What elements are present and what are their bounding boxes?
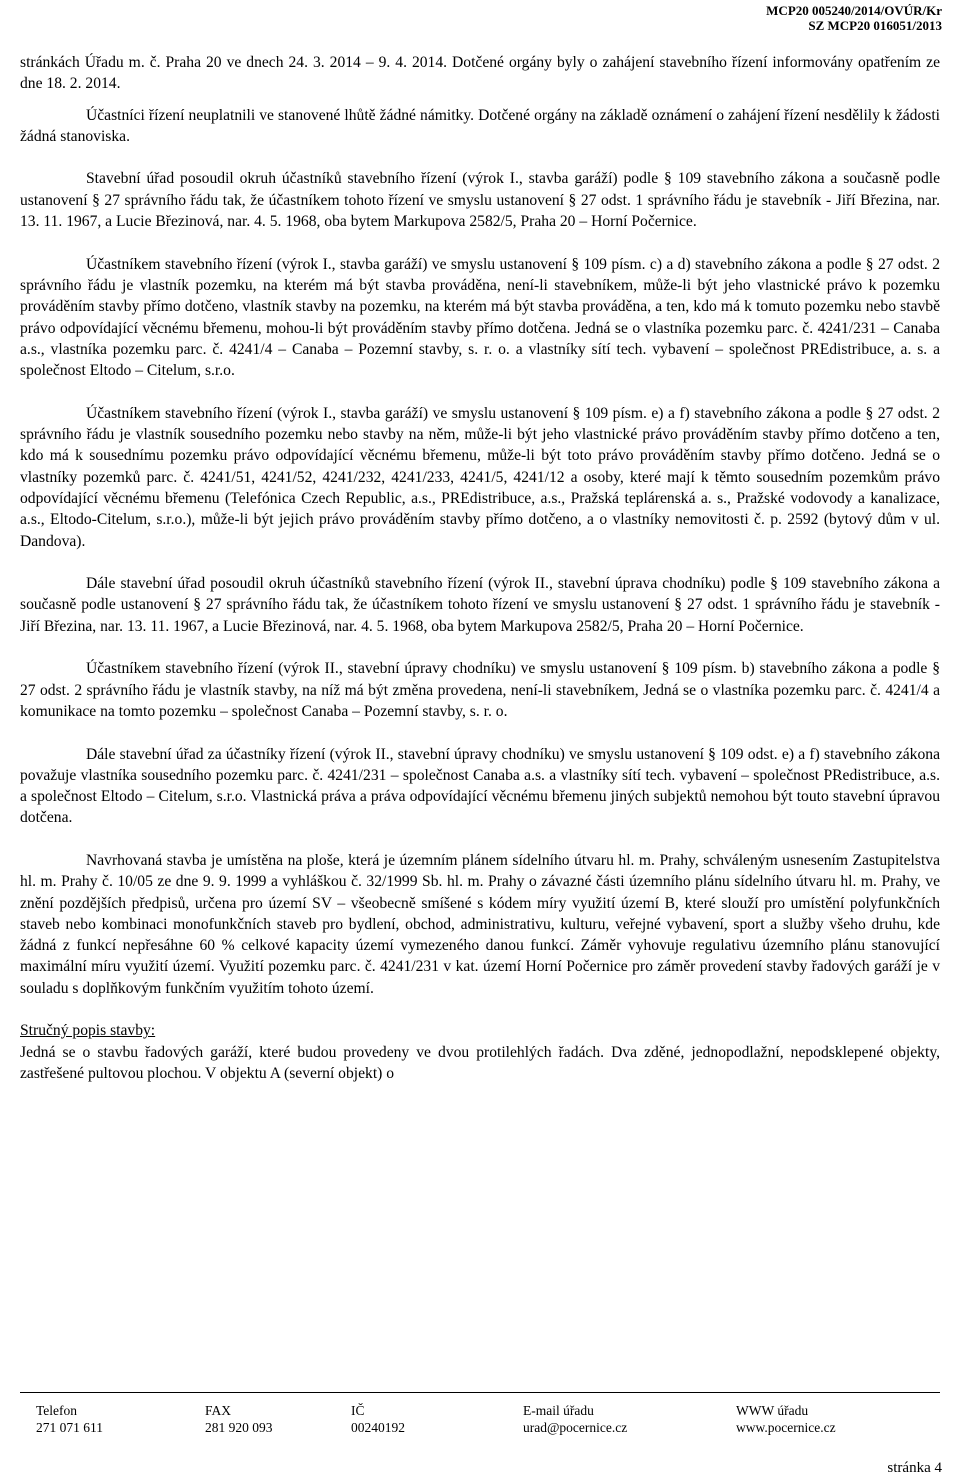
footer-phone-label: Telefon xyxy=(36,1403,78,1418)
footer-phone-value: 271 071 611 xyxy=(36,1420,103,1435)
footer-ic xyxy=(351,1402,405,1436)
footer-divider xyxy=(20,1392,940,1393)
footer-fax xyxy=(205,1402,273,1436)
footer-fax-value: 281 920 093 xyxy=(205,1420,273,1435)
paragraph-7: Účastníkem stavebního řízení (výrok II., stavební úpravy chodníku) ve smyslu ustanovení § 109 písm. b) stavebního zákona a podle § 27 odst. 2 správního řádu je vlastník stavby, na níž má být změna provedena, není-li stavebníkem, Jedná se o vlastníka pozemku parc. č. 4241/4 a komunikace na tomto pozemku – společnost Canaba – Pozemní stavby, s. r. o. xyxy=(20,660,940,720)
footer-web-value: www.pocernice.cz xyxy=(736,1420,836,1435)
page-number: stránka 4 xyxy=(887,1460,942,1476)
paragraph-4: Účastníkem stavebního řízení (výrok I., stavba garáží) ve smyslu ustanovení § 109 písm. c) a d) stavebního zákona a podle § 27 odst. 2 správního řádu je vlastník pozemku, na kterém má být stavba prováděna, není-li stavebníkem, může-li být jeho vlastnické právo k pozemku prováděním stavby přímo dotčeno, vlastník stavby na pozemku, na kterém má být stavba prováděna, a ten, kdo má k tomuto pozemku nebo stavbě právo odpovídající věcnému břemenu, mohou-li být prováděním stavby přímo dotčena. Jedná se o vlastníka pozemku parc. č. 4241/231 – Canaba a.s., vlastníka pozemku parc. č. 4241/4 – Canaba – Pozemní stavby, s. r. o. a vlastníky sítí tech. vybavení – společnost PREdistribuce, a. s. a společnost Eltodo – Citelum, s.r.o. xyxy=(20,255,940,380)
section-heading-text: Stručný popis stavby: xyxy=(20,1022,156,1040)
reference-number-2: SZ MCP20 016051/2013 xyxy=(808,18,942,33)
reference-number-1: MCP20 005240/2014/OVÚR/Kr xyxy=(766,3,942,18)
paragraph-6: Dále stavební úřad posoudil okruh účastníků stavebního řízení (výrok II., stavební úprava chodníku) podle § 109 stavebního zákona a současně podle ustanovení § 27 správního řádu tak, že účastníkem tohoto řízení ve smyslu ustanovení § 27 odst. 1 správního řádu je stavebník - Jiří Březina, nar. 13. 11. 1967, a Lucie Březinová, nar. 4. 5. 1968, oba bytem Markupova 2582/5, Praha 20 – Horní Počernice. xyxy=(20,575,940,635)
paragraph-2: Účastníci řízení neuplatnili ve stanovené lhůtě žádné námitky. Dotčené orgány na základě oznámení o zahájení řízení nesdělily k žádosti žádná stanoviska. xyxy=(20,106,940,145)
footer-phone xyxy=(36,1402,103,1436)
paragraph-3: Stavební úřad posoudil okruh účastníků stavebního řízení (výrok I., stavba garáží) podle § 109 stavebního zákona a současně podle ustanovení § 27 správního řádu tak, že účastníkem tohoto řízení ve smyslu ustanovení § 27 odst. 1 správního řádu je stavebník - Jiří Březina, nar. 13. 11. 1967, a Lucie Březinová, nar. 4. 5. 1968, oba bytem Markupova 2582/5, Praha 20 – Horní Počernice. xyxy=(20,170,940,231)
footer-email xyxy=(523,1402,627,1436)
section-text: Jedná se o stavbu řadových garáží, které budou provedeny ve dvou protilehlých řadách. Dva zděné, jednopodlažní, nepodsklepené objekty, zastřešené pultovou plochou. V objektu A (severní objekt) o xyxy=(20,1043,940,1082)
document-body xyxy=(20,52,940,1084)
footer-email-label: E-mail úřadu xyxy=(523,1403,594,1418)
document-reference xyxy=(766,3,942,33)
footer-fax-label: FAX xyxy=(205,1403,232,1418)
footer-ic-value: 00240192 xyxy=(351,1420,405,1435)
paragraph-8: Dále stavební úřad za účastníky řízení (výrok II., stavební úpravy chodníku) ve smyslu ustanovení § 109 odst. e) a f) stavebního zákona považuje vlastníka sousedního pozemku parc. č. 4241/231 – společnost Canaba a.s. a vlastníky sítí tech. vybavení – společnost PRedistribuce, a.s. a společnost Eltodo – Citelum, s.r.o. Vlastnická práva a práva odpovídající věcnému břemenu jiných subjektů nemohou být touto stavební úpravou dotčena. xyxy=(20,745,940,827)
footer-web xyxy=(736,1402,836,1436)
footer-email-value: urad@pocernice.cz xyxy=(523,1420,628,1435)
paragraph-1: stránkách Úřadu m. č. Praha 20 ve dnech 24. 3. 2014 – 9. 4. 2014. Dotčené orgány byly o zahájení stavebního řízení informovány opatřením ze dne 18. 2. 2014. xyxy=(20,54,940,93)
section-heading xyxy=(20,1020,940,1041)
paragraph-5: Účastníkem stavebního řízení (výrok I., stavba garáží) ve smyslu ustanovení § 109 písm. e) a f) stavebního zákona a podle § 27 odst. 2 správního řádu je vlastník sousedního pozemku nebo stavby na něm, může-li být jeho vlastnické právo prováděním stavby přímo dotčeno a ten, kdo má k sousednímu pozemku právo odpovídající věcnému břemenu, může-li být toto právo prováděním stavby přímo dotčeno. Jedná se o vlastníky pozemků parc. č. 4241/51, 4241/52, 4241/232, 4241/233, 4241/5, 4241/12 a osoby, které mají k těmto sousedním pozemkům právo odpovídající věcnému břemenu (Telefónica Czech Republic, a.s., PREdistribuce, a.s., Pražská teplárenská a. s., Pražské vodovody a kanalizace, a.s., Eltodo-Citelum, s.r.o.), může-li být jejich právo prováděním stavby přímo dotčeno, a o vlastníky nemovitosti č. p. 2592 (bytový dům v ul. Dandova). xyxy=(20,404,940,550)
paragraph-9: Navrhovaná stavba je umístěna na ploše, která je územním plánem sídelního útvaru hl. m. Prahy, schváleným usnesením Zastupitelstva hl. m. Prahy č. 10/05 ze dne 9. 9. 1999 a vyhláškou č. 32/1999 Sb. hl. m. Prahy o závazné části územního plánu sídelního útvaru hl. m. Prahy, ve znění pozdějších předpisů, určena pro území SV – všeobecně smíšené s kódem míry využití území B, které slouží pro umístění polyfunkčních staveb nebo kombinaci monofunkčních staveb pro bydlení, obchod, administrativu, kulturu, veřejné vybavení, sport a služby všeho druhu, kde žádná z funkcí nepřesáhne 60 % celkové kapacity území vymezeného danou funkcí. Záměr vyhovuje regulativu územního plánu stanovující maximální míru využití území. Využití pozemku parc. č. 4241/231 v kat. území Horní Počernice pro záměr provedení stavby řadových garáží je v souladu s doplňkovým funkčním využitím tohoto území. xyxy=(20,851,940,997)
footer-web-label: WWW úřadu xyxy=(736,1403,809,1418)
footer-ic-label: IČ xyxy=(351,1403,365,1418)
